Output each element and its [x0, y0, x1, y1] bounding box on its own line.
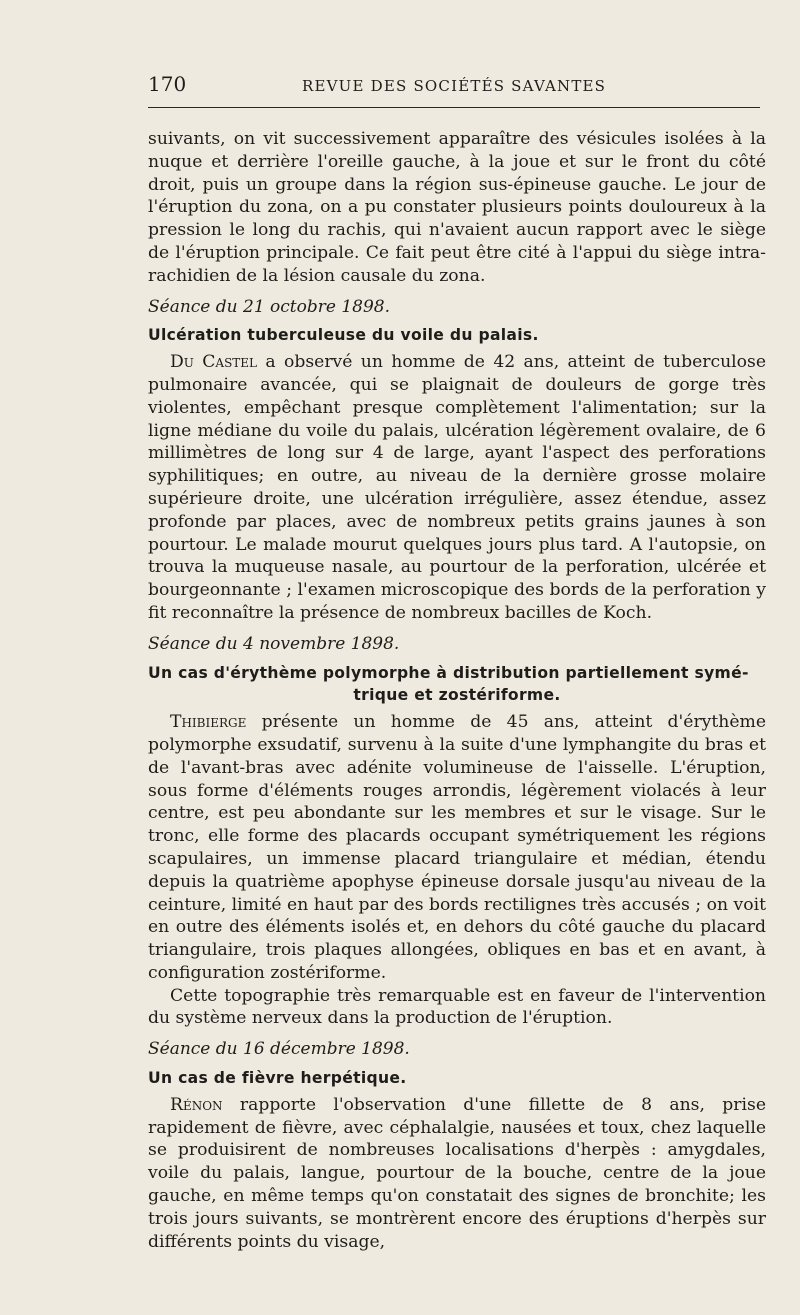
heading-line: Un cas d'érythème polymorphe à distribution partiellement symé-: [148, 663, 749, 682]
seance-date: Séance du 16 décembre 1898.: [148, 1039, 410, 1060]
seance-date: Séance du 21 octobre 1898.: [148, 296, 391, 317]
paragraph: [148, 1094, 766, 1254]
section-heading: Un cas de fièvre herpétique.: [148, 1069, 407, 1088]
header-rule: [148, 107, 760, 108]
running-title: REVUE DES SOCIÉTÉS SAVANTES: [302, 77, 607, 95]
paragraph-text: rapporte l'observation d'une fillette de 8 ans, prise rapidement de fièvre, avec céphalalgie, nausées et toux, chez laquelle se produisirent de nombreuses localisations d'herpès : amygdales, voile du palais, langue, pourtour de la bouche, centre de la joue gauche, en même temps qu'on constatait des signes de bronchite; les trois jours suivants, se montrèrent encore des éruptions d'herpès sur différents points du visage,: [148, 1094, 766, 1252]
page-header: [148, 72, 760, 102]
paragraph: [148, 711, 766, 985]
author-name: Du Castel: [170, 352, 258, 373]
section-heading: Ulcération tuberculeuse du voile du palais.: [148, 326, 539, 345]
paragraph-text: a observé un homme de 42 ans, atteint de tuberculose pulmonaire avancée, qui se plaignait de douleurs de gorge très violentes, empêchant presque complètement l'alimentation; sur la ligne médiane du voile du palais, ulcération légèrement ovalaire, de 6 millimètres de long sur 4 de large, ayant l'aspect des perforations syphilitiques; en outre, au niveau de la dernière grosse molaire supérieure droite, une ulcération irrégulière, assez étendue, assez profonde par places, avec de nombreux petits grains jaunes à son pourtour. Le malade mourut quelques jours plus tard. A l'autopsie, on trouva la muqueuse nasale, au pourtour de la perforation, ulcérée et bourgeonnante ; l'examen microscopique des bords de la perforation y fit reconnaître la présence de nombreux bacilles de Koch.: [148, 352, 766, 623]
page-number: 170: [148, 72, 187, 96]
heading-line: trique et zostériforme.: [353, 686, 561, 705]
paragraph: [148, 351, 766, 625]
seance-date: Séance du 4 novembre 1898.: [148, 633, 400, 654]
author-name: Rénon: [170, 1094, 223, 1115]
paragraph-text: présente un homme de 45 ans, atteint d'érythème polymorphe exsudatif, survenu à la suite d'une lymphangite du bras et de l'avant-bras avec adénite volumineuse de l'aisselle. L'éruption, sous forme d'éléments rouges arrondis, légèrement violacés à leur centre, est peu abondante sur les membres et sur le visage. Sur le tronc, elle forme des placards occupant symétriquement les régions scapulaires, un immense placard triangulaire et médian, étendu depuis la quatrième apophyse épineuse dorsale jusqu'au niveau de la ceinture, limité en haut par des bords rectilignes très accusés ; on voit en outre des éléments isolés et, en dehors du côté gauche du placard triangulaire, trois plaques allongées, obliques en bas et en avant, à configuration zostériforme.: [148, 712, 766, 983]
paragraph-continuation: suivants, on vit successivement apparaître des vésicules isolées à la nuque et derrière l'oreille gauche, à la joue et sur le front du côté droit, puis un groupe dans la région sus-épineuse gauche. Le jour de l'éruption du zona, on a pu constater plusieurs points douloureux à la pression le long du rachis, qui n'avaient aucun rapport avec le siège de l'éruption principale. Ce fait peut être cité à l'appui du siège intra-rachidien de la lésion causale du zona.: [148, 129, 766, 286]
paragraph: Cette topographie très remarquable est en faveur de l'intervention du système nerveux dans la production de l'éruption.: [148, 985, 766, 1029]
author-name: Thibierge: [170, 712, 247, 733]
section-heading: [148, 662, 766, 708]
body-text: [148, 128, 766, 1253]
